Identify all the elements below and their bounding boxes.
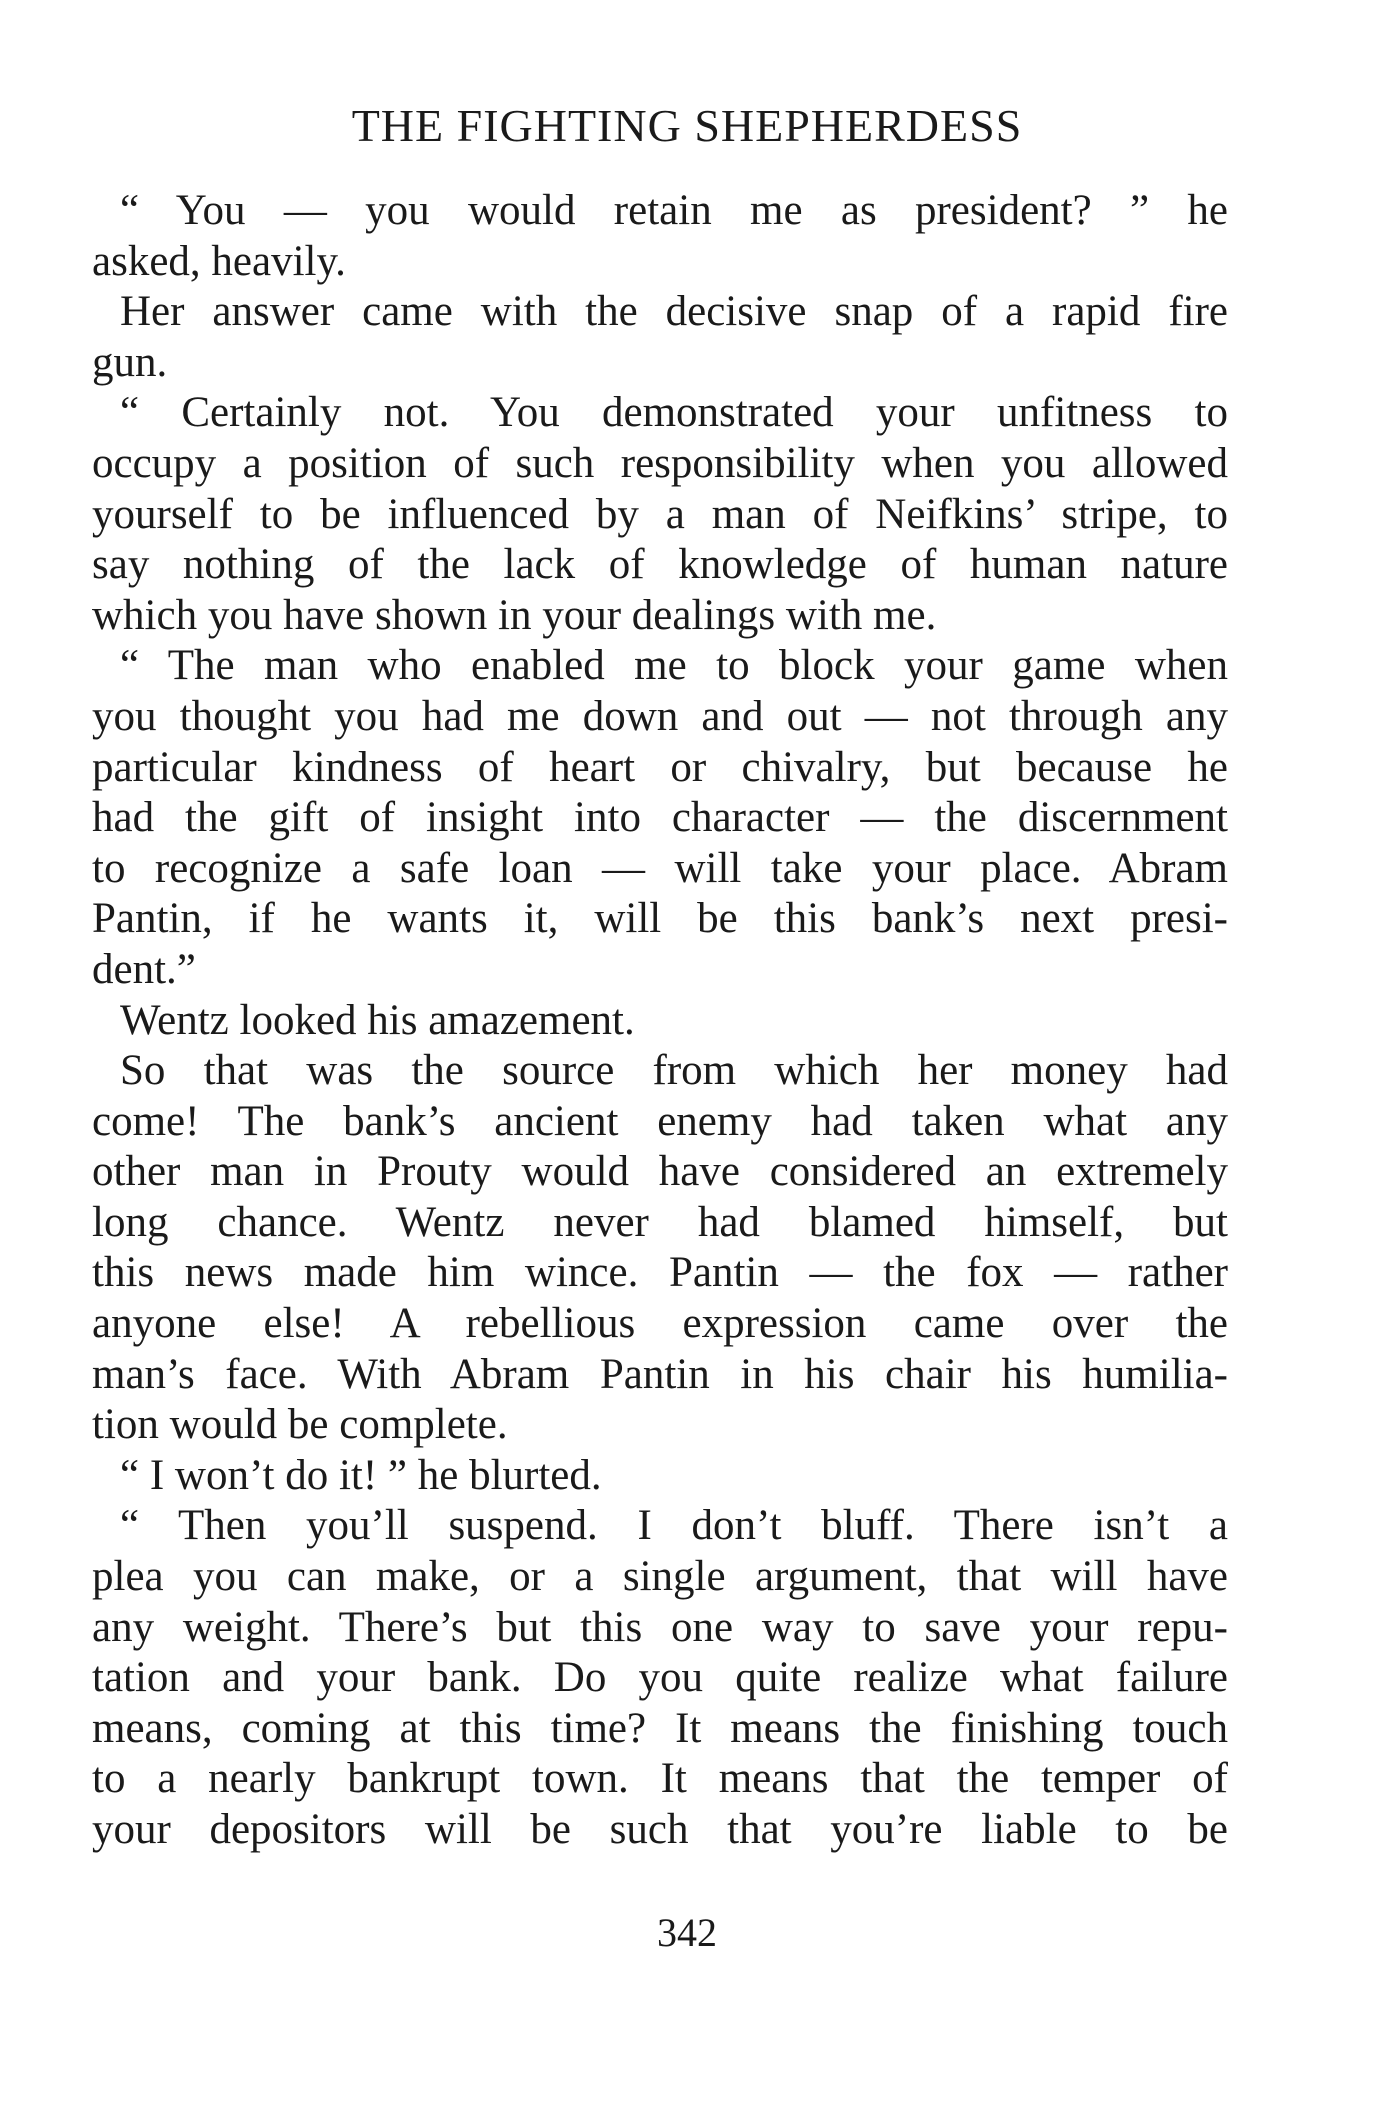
text-line: anyone else! A rebellious expression came over the — [92, 1300, 1228, 1348]
text-line: say nothing of the lack of knowledge of human nature — [92, 541, 1228, 589]
page-number: 342 — [657, 1910, 717, 1955]
text-line: yourself to be influenced by a man of Neifkins’ stripe, to — [92, 490, 1228, 538]
text-line: gun. — [92, 338, 168, 386]
text-line: this news made him wince. Pantin — the fox — rather — [92, 1249, 1228, 1297]
text-line: to recognize a safe loan — will take your place. Abram — [92, 844, 1228, 892]
running-head-title: THE FIGHTING SHEPHERDESS — [351, 100, 1023, 151]
text-line: dent.” — [92, 945, 196, 993]
text-line: “ I won’t do it! ” he blurted. — [120, 1451, 602, 1499]
text-line: Her answer came with the decisive snap of a rapid fire — [120, 288, 1228, 336]
text-line: “ Then you’ll suspend. I don’t bluff. There isn’t a — [120, 1502, 1228, 1550]
text-line: had the gift of insight into character — the discernment — [92, 794, 1228, 842]
text-line: tion would be complete. — [92, 1401, 508, 1449]
text-line: your depositors will be such that you’re liable to be — [92, 1806, 1228, 1853]
body-text — [92, 186, 1228, 1856]
text-line: plea you can make, or a single argument, that will have — [92, 1553, 1228, 1601]
text-line: other man in Prouty would have considered an extremely — [92, 1148, 1228, 1196]
text-line: “ You — you would retain me as president? ” he — [120, 187, 1228, 234]
text-line: tation and your bank. Do you quite realize what failure — [92, 1654, 1228, 1702]
text-line: occupy a position of such responsibility when you allowed — [92, 439, 1228, 487]
text-line: to a nearly bankrupt town. It means that the temper of — [92, 1755, 1228, 1803]
text-line: long chance. Wentz never had blamed himself, but — [92, 1198, 1228, 1246]
text-line: you thought you had me down and out — not through any — [92, 692, 1228, 740]
text-line: which you have shown in your dealings with me. — [92, 591, 937, 639]
text-line: any weight. There’s but this one way to save your repu- — [92, 1603, 1228, 1651]
text-line: Wentz looked his amazement. — [120, 996, 635, 1044]
text-line: So that was the source from which her money had — [120, 1047, 1228, 1095]
text-line: Pantin, if he wants it, will be this bank’s next presi- — [92, 895, 1228, 943]
text-line: particular kindness of heart or chivalry, but because he — [92, 743, 1228, 791]
text-line: asked, heavily. — [92, 237, 346, 285]
text-line: come! The bank’s ancient enemy had taken what any — [92, 1097, 1228, 1145]
text-line: “ Certainly not. You demonstrated your unfitness to — [120, 389, 1228, 437]
text-line: man’s face. With Abram Pantin in his chair his humilia- — [92, 1350, 1228, 1398]
text-line: means, coming at this time? It means the finishing touch — [92, 1704, 1228, 1752]
text-line: “ The man who enabled me to block your game when — [120, 642, 1228, 690]
